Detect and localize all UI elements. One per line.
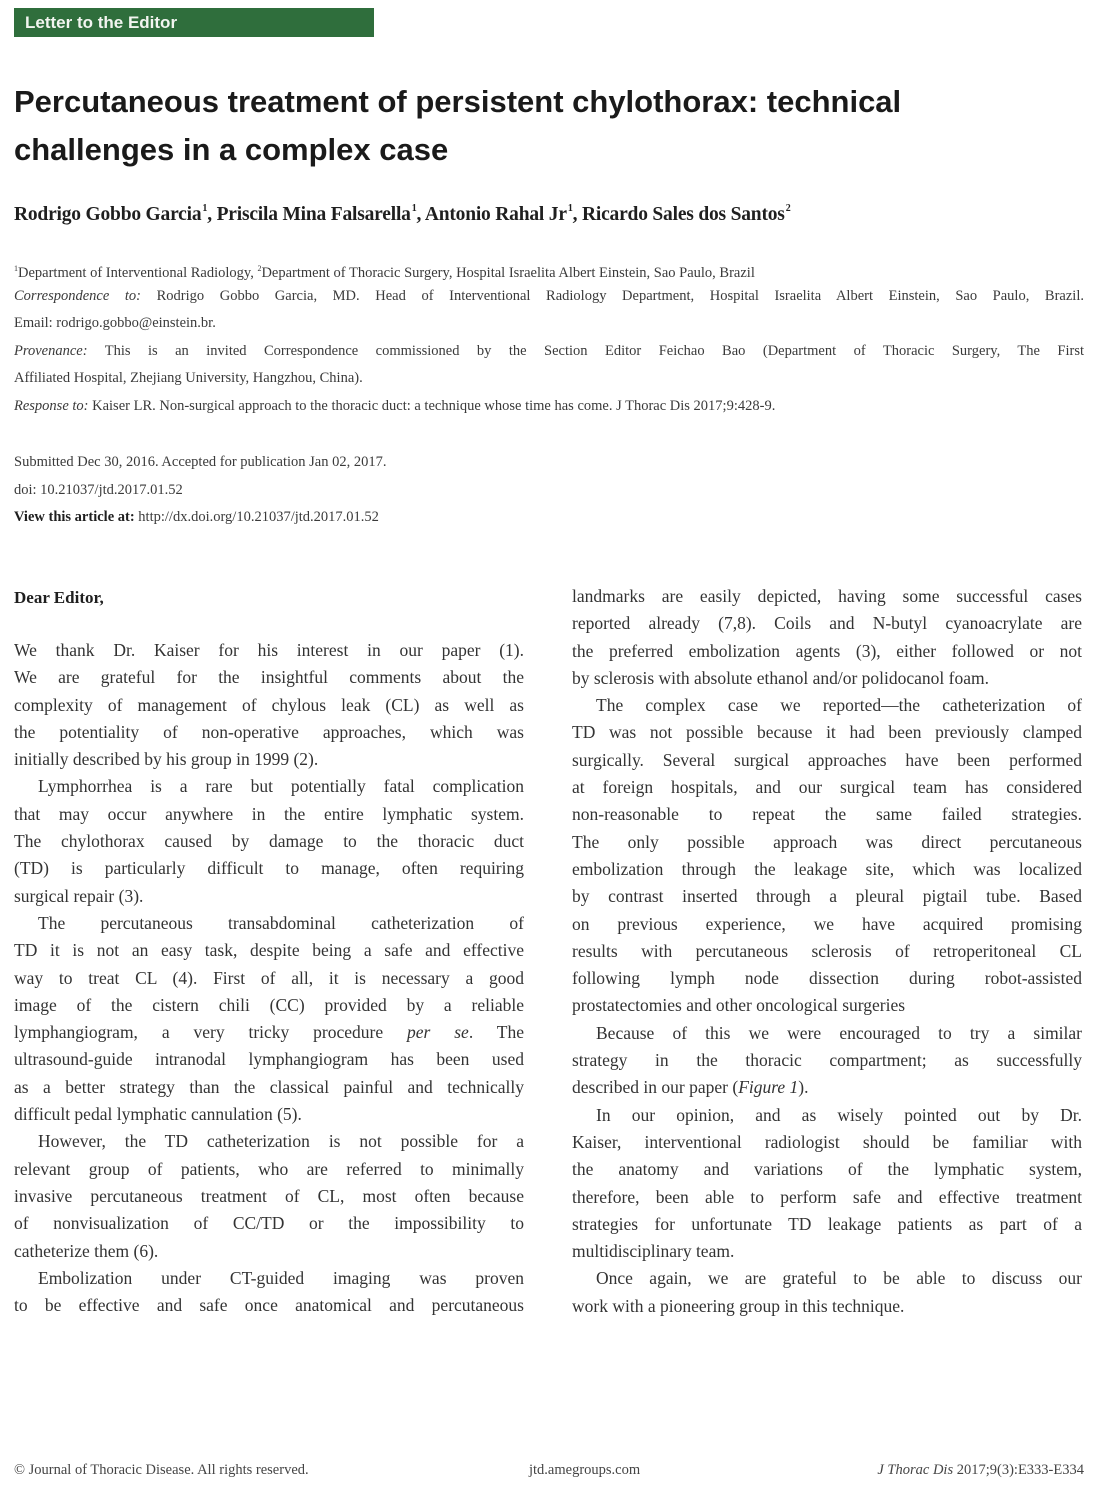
article-metadata [14,255,1084,420]
text-run: by sclerosis with absolute ethanol and/or polidocanol foam. [572,667,989,688]
text-run: However, the TD catheterization is not possible for a [38,1131,524,1152]
body-text-line [572,1265,1082,1292]
italic-text-run: Figure 1 [738,1077,799,1098]
text-run: embolization through the leakage site, which was localized [572,858,1082,879]
body-text-line [14,1265,524,1292]
text-run: (TD) is particularly difficult to manage, often requiring [14,858,524,879]
submission-dates: Submitted Dec 30, 2016. Accepted for publication Jan 02, 2017. [14,454,387,470]
text-run: Embolization under CT-guided imaging was proven [38,1267,524,1288]
body-text-line [14,883,524,910]
body-text-line [572,1211,1082,1238]
body-text-line [14,801,524,828]
text-run: the preferred embolization agents (3), either followed or not [572,640,1082,661]
author-affiliation-mark: 1 [411,203,417,214]
body-text-line [14,692,524,719]
body-text-line [14,1046,524,1073]
body-text-line [14,1210,524,1237]
body-text-line [14,992,524,1019]
text-run: ultrasound-guide intranodal lymphangiogram has been used [14,1049,524,1070]
body-text-line [572,1102,1082,1129]
body-text-line [572,1020,1082,1047]
text-run: strategies for unfortunate TD leakage patients as part of a [572,1213,1082,1234]
body-text-line [572,665,1082,692]
text-run: The percutaneous transabdominal catheterization of [38,912,524,933]
article-link-label: View this article at: [14,509,135,525]
text-run: We are grateful for the insightful comments about the [14,667,524,688]
author-affiliation-mark: 2 [785,203,791,214]
section-label-bar [14,8,374,37]
body-text-line [572,1129,1082,1156]
body-text-line [14,965,524,992]
text-run: prostatectomies and other oncological surgeries [572,995,906,1016]
text-run: described in our paper ( [572,1077,739,1098]
author-name: Antonio Rahal Jr [424,204,567,225]
body-text-line [572,583,1082,610]
text-run: at foreign hospitals, and our surgical team has considered [572,777,1082,798]
footer-copyright: © Journal of Thoracic Disease. All rights reserved. [14,1462,309,1478]
text-run: landmarks are easily depicted, having some successful cases [572,586,1082,606]
text-run: Once again, we are grateful to be able to discuss our [596,1268,1082,1289]
body-text-line [572,883,1082,910]
title-line: challenges in a complex case [14,132,449,167]
body-text-line [14,1292,524,1319]
author-list [14,203,1084,226]
author-name: Priscila Mina Falsarella [216,204,411,225]
text-run: following lymph node dissection during robot-assisted [572,968,1082,989]
body-text-line [14,1128,524,1155]
body-text-line [14,855,524,882]
text-run: The only possible approach was direct percutaneous [572,831,1082,852]
text-run: Because of this we were encouraged to try a similar [596,1022,1082,1043]
body-column-left [14,637,524,1319]
body-text-line [572,938,1082,965]
text-run: reported already (7,8). Coils and N-butyl cyanoacrylate are [572,613,1082,634]
affiliation-mark: 2 [257,264,262,273]
text-run: the anatomy and variations of the lymphatic system, [572,1159,1082,1180]
body-text-line [572,1184,1082,1211]
publication-info [14,449,1084,532]
text-run: . The [468,1022,524,1043]
body-text-line [14,828,524,855]
author-affiliation-mark: 1 [567,203,573,214]
text-run: initially described by his group in 1999 (2). [14,749,319,770]
body-column-right [572,583,1082,1320]
correspondence-label: Correspondence to: [14,287,142,304]
text-run: catheterize them (6). [14,1240,159,1261]
body-text-line [14,1019,524,1046]
author-separator: , [572,204,582,225]
body-text-line [572,638,1082,665]
footer-site[interactable]: jtd.amegroups.com [529,1462,641,1478]
text-run: The complex case we reported—the catheterization of [596,695,1082,716]
body-text-line [14,773,524,800]
body-text-line [572,801,1082,828]
provenance-text: This is an invited Correspondence commissioned by the Section Editor Feichao Bao (Department of Thoracic Surgery, The First [87,342,1084,359]
text-run: results with percutaneous sclerosis of retroperitoneal CL [572,940,1082,961]
provenance-label: Provenance: [14,342,88,359]
affiliation-text: Department of Thoracic Surgery, Hospital Israelita Albert Einstein, Sao Paulo, Brazil [261,265,755,281]
provenance-continued: Affiliated Hospital, Zhejiang University, Hangzhou, China). [14,370,363,386]
text-run: work with a pioneering group in this technique. [572,1295,905,1316]
body-text-line [14,1183,524,1210]
body-text-line [572,856,1082,883]
body-text-line [572,965,1082,992]
body-text-line [14,1101,524,1128]
text-run: invasive percutaneous treatment of CL, most often because [14,1185,524,1206]
text-run: surgically. Several surgical approaches have been performed [572,749,1082,770]
text-run: of nonvisualization of CC/TD or the impossibility to [14,1213,524,1234]
body-text-line [14,1238,524,1265]
text-run: image of the cistern chili (CC) provided by a reliable [14,994,524,1015]
author-separator: , [207,204,217,225]
body-text-line [572,1047,1082,1074]
provenance [14,338,1084,366]
response-to-label: Response to: [14,397,89,414]
text-run: In our opinion, and as wisely pointed out by Dr. [596,1104,1082,1125]
body-text-line [572,1293,1082,1320]
body-text-line [14,1156,524,1183]
text-run: therefore, been able to perform safe and effective treatment [572,1186,1082,1207]
italic-text-run: per se [407,1022,469,1043]
section-label: Letter to the Editor [25,13,178,32]
text-run: as a better strategy than the classical painful and technically [14,1076,524,1097]
title-line: Percutaneous treatment of persistent chylothorax: technical [14,84,902,119]
body-text-line [14,1074,524,1101]
body-text-line [572,774,1082,801]
correspondence-text: Rodrigo Gobbo Garcia, MD. Head of Interventional Radiology Department, Hospital Israelita Albert Einstein, Sao Paulo, Brazil. [141,287,1084,304]
body-text-line [14,719,524,746]
footer-volume-pages: 2017;9(3):E333-E334 [953,1462,1084,1478]
body-text-line [572,1074,1082,1101]
text-run: that may occur anywhere in the entire lymphatic system. [14,803,524,824]
text-run: Lymphorrhea is a rare but potentially fatal complication [38,776,524,797]
text-run: TD it is not an easy task, despite being a safe and effective [14,940,524,961]
text-run: The chylothorax caused by damage to the thoracic duct [14,831,524,852]
text-run: on previous experience, we have acquired promising [572,913,1082,934]
footer-citation [877,1462,1084,1479]
body-text-line [572,911,1082,938]
text-run: strategy in the thoracic compartment; as successfully [572,1050,1082,1071]
author-name: Ricardo Sales dos Santos [581,204,785,225]
text-run: non-reasonable to repeat the same failed strategies. [572,804,1082,825]
body-text-line [572,747,1082,774]
text-run: way to treat CL (4). First of all, it is necessary a good [14,967,524,988]
text-run: ). [798,1077,809,1098]
doi: doi: 10.21037/jtd.2017.01.52 [14,481,183,498]
body-text-line [572,992,1082,1019]
article-title [14,78,1074,174]
body-text-line [14,664,524,691]
body-text-line [14,746,524,773]
text-run: complexity of management of chylous leak (CL) as well as [14,694,524,715]
footer-journal-abbrev: J Thorac Dis [877,1462,954,1478]
text-run: TD was not possible because it had been previously clamped [572,722,1082,743]
body-text-line [572,1156,1082,1183]
author-affiliation-mark: 1 [202,203,208,214]
page-footer [14,1462,1084,1482]
text-run: We thank Dr. Kaiser for his interest in our paper (1). [14,640,524,660]
text-run: lymphangiogram, a very tricky procedure [14,1022,408,1043]
response-to [14,393,1084,421]
text-run: relevant group of patients, who are referred to minimally [14,1158,524,1179]
article-link-line [14,504,1084,532]
author-name: Rodrigo Gobbo Garcia [14,204,202,225]
correspondence [14,283,1084,311]
body-text-line [572,719,1082,746]
body-text-line [572,829,1082,856]
text-run: Kaiser, interventional radiologist should be familiar with [572,1131,1082,1152]
body-text-line [14,937,524,964]
body-text-line [572,692,1082,719]
article-link[interactable]: http://dx.doi.org/10.21037/jtd.2017.01.52 [134,509,379,525]
text-run: surgical repair (3). [14,885,144,906]
text-run: by contrast inserted through a pleural pigtail tube. Based [572,886,1082,907]
correspondence-email: Email: rodrigo.gobbo@einstein.br. [14,315,216,331]
response-to-text: Kaiser LR. Non-surgical approach to the thoracic duct: a technique whose time has come. J Thorac Dis 2017;9:428-9. [88,397,776,414]
salutation: Dear Editor, [14,588,104,607]
text-run: to be effective and safe once anatomical and percutaneous [14,1295,524,1316]
text-run: difficult pedal lymphatic cannulation (5). [14,1104,302,1125]
affiliation-text: Department of Interventional Radiology, [18,265,258,281]
body-text-line [572,1238,1082,1265]
text-run: the potentiality of non-operative approaches, which was [14,721,524,742]
affiliation-mark: 1 [14,264,18,273]
text-run: multidisciplinary team. [572,1241,735,1262]
body-text-line [14,637,524,664]
affiliations [14,255,1084,283]
author-separator: , [416,204,425,225]
body-text-line [572,610,1082,637]
body-text-line [14,910,524,937]
